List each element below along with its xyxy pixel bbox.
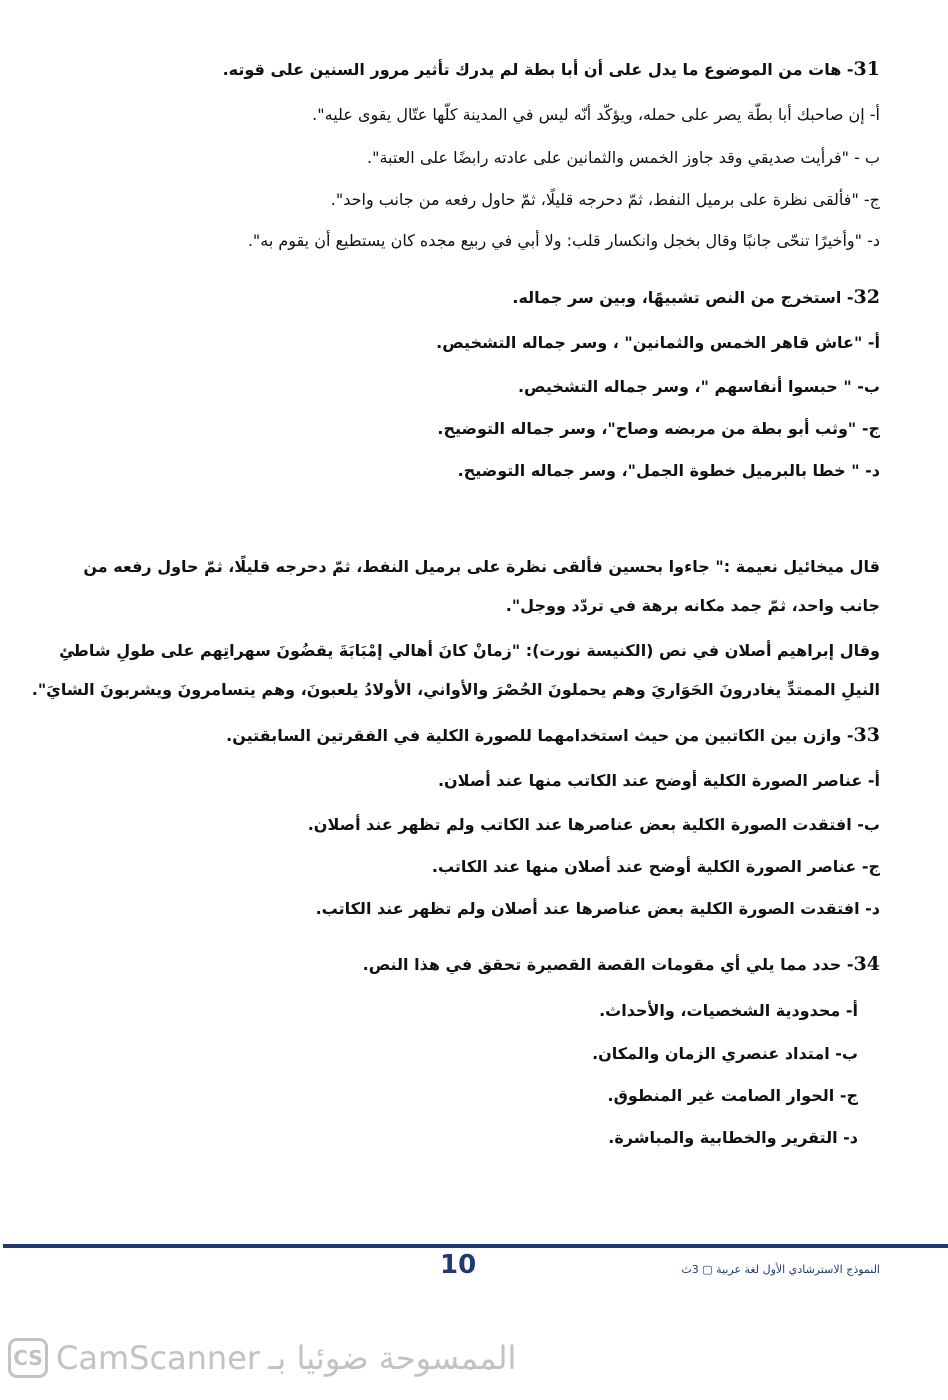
question-number: 34 xyxy=(853,953,880,975)
question-text: وازن بين الكاتبين من حيث استخدامهما للصورة الكلية في الفقرتين السابقتين. xyxy=(226,726,842,745)
option-34-a: أ- محدودية الشخصيات، والأحداث. xyxy=(599,1001,858,1020)
question-34: 34- حدد مما يلي أي مقومات القصة القصيرة تحقق في هذا النص. xyxy=(362,953,880,975)
option-32-d: د- " خطا بالبرميل خطوة الجمل"، وسر جماله التوضيح. xyxy=(457,461,880,480)
footer-divider xyxy=(3,1244,948,1248)
question-number: 31 xyxy=(853,58,880,80)
camscanner-logo-icon: CS xyxy=(8,1338,48,1378)
option-34-d: د- التقرير والخطابية والمباشرة. xyxy=(608,1128,858,1147)
option-32-a: أ- "عاش قاهر الخمس والثمانين" ، وسر جماله التشخيص. xyxy=(436,333,880,352)
option-33-c: ج- عناصر الصورة الكلية أوضح عند أصلان منها عند الكاتب. xyxy=(431,857,880,876)
question-text: هات من الموضوع ما يدل على أن أبا بطة لم يدرك تأثير مرور السنين على قوته. xyxy=(222,60,842,79)
watermark-prefix: الممسوحة ضوئيا بـ xyxy=(268,1339,517,1377)
page-number: 10 xyxy=(440,1250,477,1280)
passage-aslan-line-1: وقال إبراهيم أصلان في نص (الكنيسة نورت): "زمانْ كانَ أهالي إمْبَابَةَ يقضُونَ سهراتِهم على طولِ شاطئِ xyxy=(59,641,880,660)
question-33: 33- وازن بين الكاتبين من حيث استخدامهما للصورة الكلية في الفقرتين السابقتين. xyxy=(226,724,880,746)
option-31-d: د- "وأخيرًا تنحّى جانبًا وقال بخجل وانكسار قلب: ولا أبي في ربيع مجده كان يستطيع أن يقوم به". xyxy=(247,231,880,250)
option-31-c: ج- "فألقى نظرة على برميل النفط، ثمّ دحرجه قليلًا، ثمّ حاول رفعه من جانب واحد". xyxy=(330,190,880,209)
question-text: استخرج من النص تشبيهًا، وبين سر جماله. xyxy=(512,288,842,307)
question-32: 32- استخرج من النص تشبيهًا، وبين سر جماله. xyxy=(512,286,880,308)
option-33-a: أ- عناصر الصورة الكلية أوضح عند الكاتب منها عند أصلان. xyxy=(437,771,880,790)
question-31: 31- هات من الموضوع ما يدل على أن أبا بطة لم يدرك تأثير مرور السنين على قوته. xyxy=(222,58,880,80)
option-34-c: ج- الحوار الصامت غير المنطوق. xyxy=(607,1086,858,1105)
option-31-a: أ- إن صاحبك أبا بطّة يصر على حمله، ويؤكّد أنّه ليس في المدينة كلّها عتّال يقوى عليه". xyxy=(312,105,880,124)
question-text: حدد مما يلي أي مقومات القصة القصيرة تحقق في هذا النص. xyxy=(362,955,842,974)
footer-caption: النموذج الاسترشادي الأول لغة عربية ▢ 3ث xyxy=(681,1263,880,1276)
option-34-b: ب- امتداد عنصري الزمان والمكان. xyxy=(592,1044,858,1063)
option-32-b: ب- " حبسوا أنفاسهم "، وسر جماله التشخيص. xyxy=(517,377,880,396)
option-33-b: ب- افتقدت الصورة الكلية بعض عناصرها عند الكاتب ولم تظهر عند أصلان. xyxy=(307,815,880,834)
option-33-d: د- افتقدت الصورة الكلية بعض عناصرها عند أصلان ولم تظهر عند الكاتب. xyxy=(315,899,880,918)
passage-aslan-line-2: النيلِ الممتدِّ يغادرونَ الحَوَاريَ وهم يحملونَ الحُصْرَ والأواني، الأولادُ يلعبونَ، وهم يتسامرونَ ويشربونَ الشايَ". xyxy=(31,680,880,699)
option-32-c: ج- "وثب أبو بطة من مربضه وصاح"، وسر جماله التوضيح. xyxy=(437,419,880,438)
question-number: 32 xyxy=(853,286,880,308)
option-31-b: ب - "فرأيت صديقي وقد جاوز الخمس والثمانين على عادته رابضًا على العتبة". xyxy=(367,148,880,167)
passage-naimy-line-1: قال ميخائيل نعيمة :" جاءوا بحسين فألقى نظرة على برميل النفط، ثمّ دحرجه قليلًا، ثمّ حاول رفعه من xyxy=(83,557,880,576)
camscanner-watermark xyxy=(8,1338,516,1378)
watermark-brand: CamScanner xyxy=(56,1339,261,1377)
question-number: 33 xyxy=(853,724,880,746)
passage-naimy-line-2: جانب واحد، ثمّ جمد مكانه برهة في تردّد ووجل". xyxy=(505,596,880,615)
